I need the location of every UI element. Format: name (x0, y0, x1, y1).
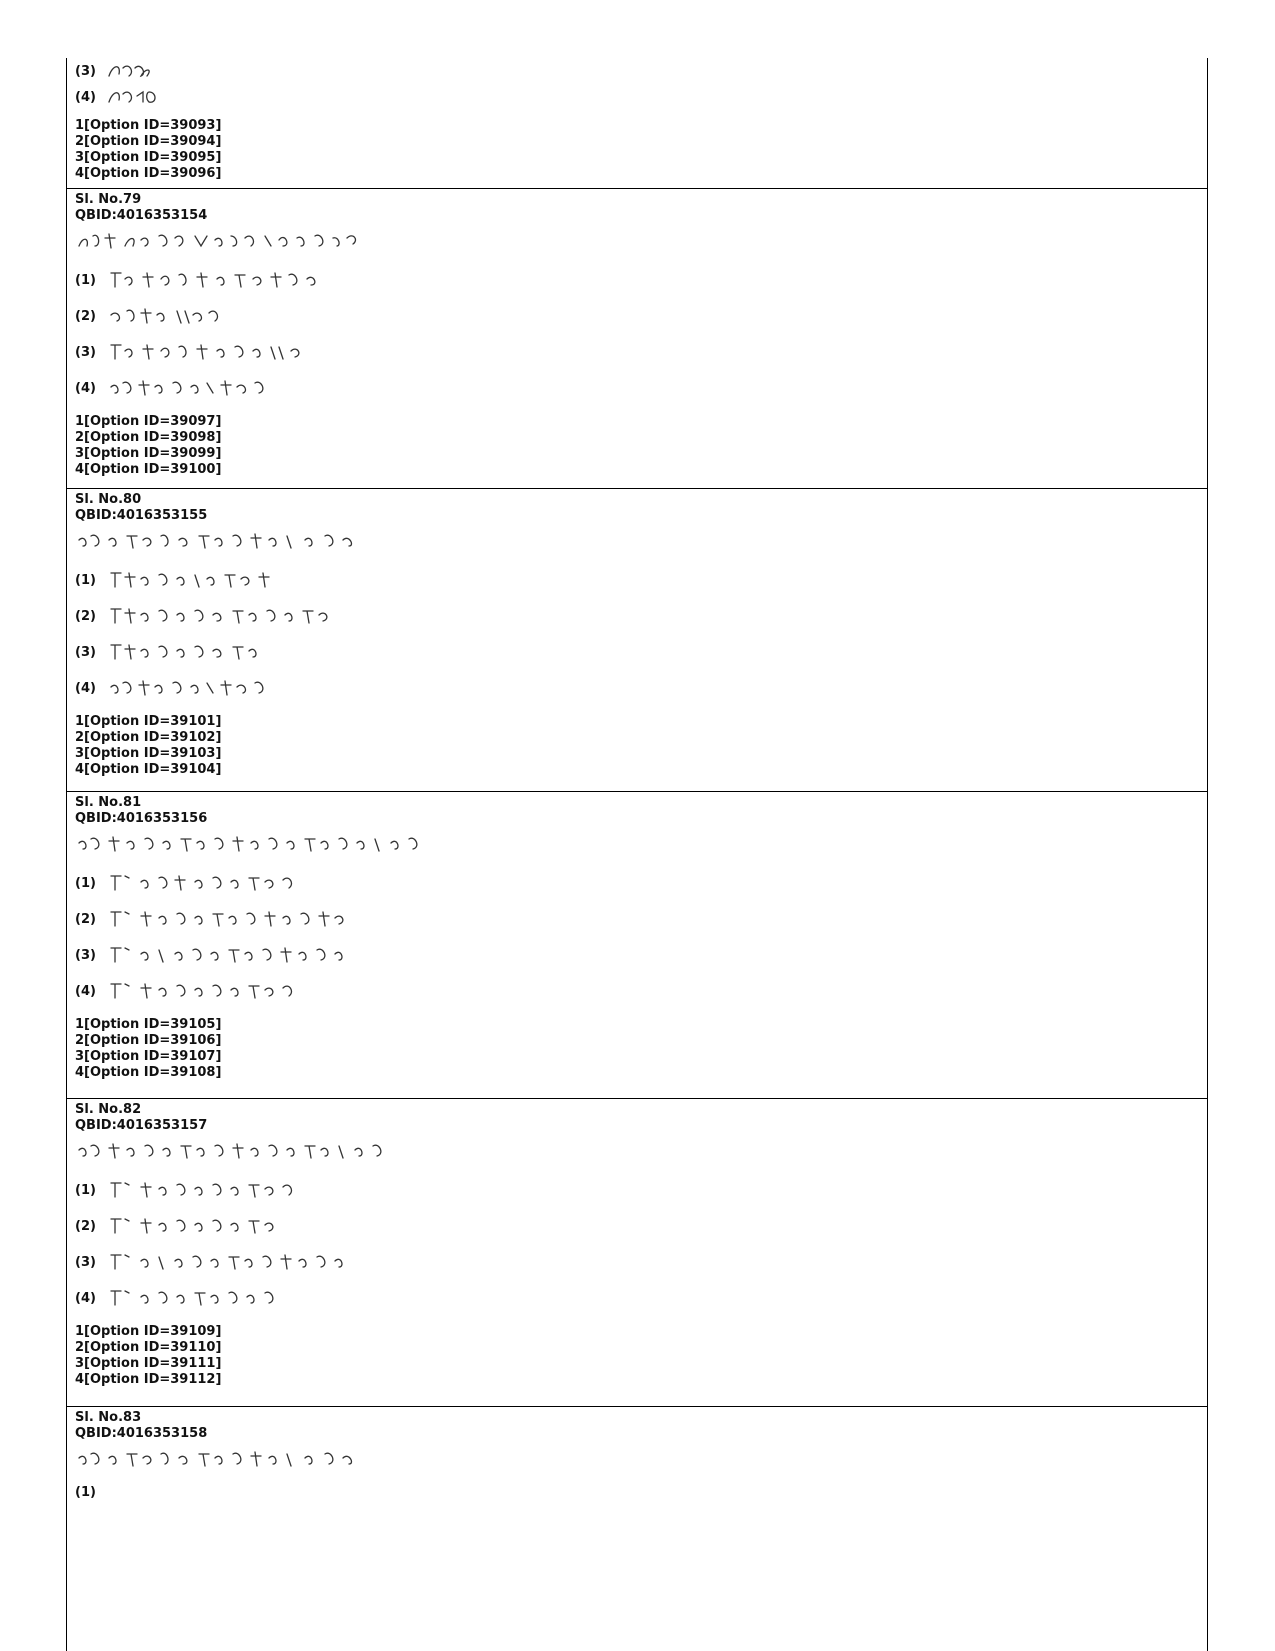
question-text-image (75, 1446, 375, 1472)
question-block (67, 792, 1207, 1099)
option-number: (3) (75, 947, 96, 963)
option-text-image (107, 1249, 357, 1275)
question-stem (75, 831, 1207, 859)
serial-number: Sl. No.81 (75, 795, 142, 810)
option-row (75, 1480, 1207, 1504)
option-id: 1[Option ID=39109] (75, 1324, 222, 1339)
question-block (67, 189, 1207, 489)
qbid: QBID:4016353155 (75, 508, 208, 523)
option-id: 1[Option ID=39097] (75, 414, 222, 429)
option-row (75, 1244, 1207, 1280)
serial-number: Sl. No.79 (75, 192, 142, 207)
option-id: 1[Option ID=39101] (75, 714, 222, 729)
option-number: (2) (75, 911, 96, 927)
option-number: (3) (75, 1254, 96, 1270)
option-row (75, 937, 1207, 973)
option-text-image (107, 267, 337, 293)
option-row (75, 1208, 1207, 1244)
option-row (75, 1172, 1207, 1208)
option-id-list (75, 1324, 1207, 1388)
option-number: (4) (75, 983, 96, 999)
option-number: (1) (75, 875, 96, 891)
question-block-continuation (67, 58, 1207, 189)
option-id: 3[Option ID=39099] (75, 446, 222, 461)
option-text-image (107, 567, 277, 593)
option-id-list (75, 1017, 1207, 1081)
option-row (75, 370, 1207, 406)
option-id: 4[Option ID=39112] (75, 1372, 222, 1387)
qbid: QBID:4016353154 (75, 208, 208, 223)
option-text-image (107, 375, 277, 401)
option-number: (2) (75, 608, 96, 624)
option-text-image (107, 906, 357, 932)
option-row (75, 901, 1207, 937)
question-stem (75, 1138, 1207, 1166)
option-text-image (107, 603, 347, 629)
qbid: QBID:4016353156 (75, 811, 208, 826)
option-id: 3[Option ID=39103] (75, 746, 222, 761)
option-row (75, 598, 1207, 634)
option-text-image (107, 339, 337, 365)
option-id: 2[Option ID=39106] (75, 1033, 222, 1048)
option-id: 3[Option ID=39095] (75, 150, 222, 165)
serial-number: Sl. No.83 (75, 1410, 142, 1425)
question-paper-page (66, 58, 1208, 1651)
question-text-image (75, 528, 375, 554)
option-number: (2) (75, 1218, 96, 1234)
question-stem (75, 528, 1207, 556)
option-row (75, 1280, 1207, 1316)
option-id: 2[Option ID=39094] (75, 134, 222, 149)
option-number: (1) (75, 1484, 96, 1500)
option-id-list (75, 714, 1207, 778)
option-text-image (107, 1213, 287, 1239)
option-row (75, 562, 1207, 598)
serial-number: Sl. No.82 (75, 1102, 142, 1117)
question-text-image (75, 1138, 395, 1164)
option-id: 2[Option ID=39110] (75, 1340, 222, 1355)
option-text-image (107, 639, 277, 665)
qbid: QBID:4016353158 (75, 1426, 208, 1441)
option-number: (1) (75, 1182, 96, 1198)
option-number: (3) (75, 644, 96, 660)
question-block (67, 1099, 1207, 1407)
option-text-image (107, 1285, 287, 1311)
option-id: 4[Option ID=39100] (75, 462, 222, 477)
option-row (75, 973, 1207, 1009)
option-id: 4[Option ID=39108] (75, 1065, 222, 1080)
option-id: 2[Option ID=39098] (75, 430, 222, 445)
option-row (75, 262, 1207, 298)
qbid: QBID:4016353157 (75, 1118, 208, 1133)
option-text-image (107, 84, 167, 110)
option-text-image (107, 675, 277, 701)
option-number: (2) (75, 308, 96, 324)
option-number: (1) (75, 272, 96, 288)
option-row (75, 58, 1207, 84)
option-row (75, 634, 1207, 670)
option-number: (1) (75, 572, 96, 588)
option-id: 3[Option ID=39107] (75, 1049, 222, 1064)
option-text-image (107, 870, 307, 896)
option-number: (4) (75, 89, 96, 105)
option-text-image (107, 58, 167, 84)
option-id: 1[Option ID=39105] (75, 1017, 222, 1032)
option-id: 3[Option ID=39111] (75, 1356, 222, 1371)
option-text-image (107, 978, 307, 1004)
option-id: 2[Option ID=39102] (75, 730, 222, 745)
option-id: 1[Option ID=39093] (75, 118, 222, 133)
question-block (67, 1407, 1207, 1537)
option-row (75, 298, 1207, 334)
option-id: 4[Option ID=39096] (75, 166, 222, 181)
option-row (75, 670, 1207, 706)
question-stem (75, 228, 1207, 256)
option-text-image (107, 303, 227, 329)
option-number: (4) (75, 1290, 96, 1306)
option-id-list (75, 118, 1207, 182)
option-number: (3) (75, 63, 96, 79)
option-row (75, 84, 1207, 110)
question-stem (75, 1446, 1207, 1474)
question-text-image (75, 228, 365, 254)
option-row (75, 334, 1207, 370)
option-number: (4) (75, 380, 96, 396)
option-number: (4) (75, 680, 96, 696)
option-row (75, 865, 1207, 901)
option-text-image (107, 942, 357, 968)
question-text-image (75, 831, 435, 857)
option-id-list (75, 414, 1207, 478)
option-id: 4[Option ID=39104] (75, 762, 222, 777)
question-block (67, 489, 1207, 792)
option-number: (3) (75, 344, 96, 360)
option-text-image (107, 1177, 307, 1203)
serial-number: Sl. No.80 (75, 492, 142, 507)
